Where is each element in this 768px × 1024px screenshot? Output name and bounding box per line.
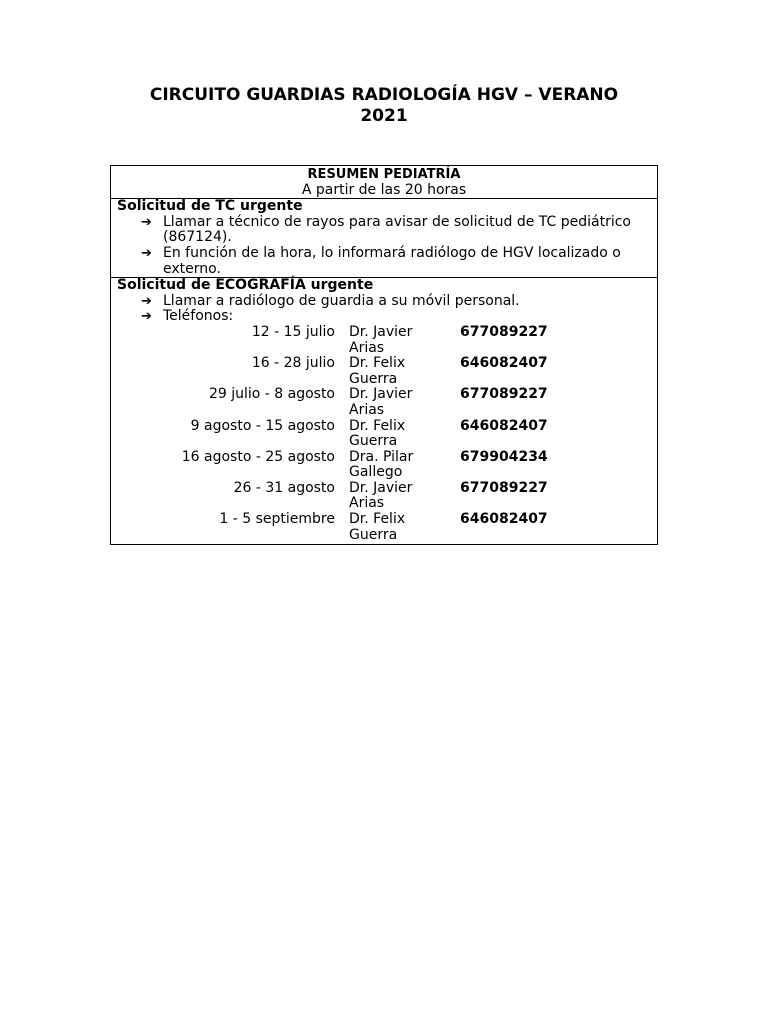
bullet-text: Llamar a técnico de rayos para avisar de solicitud de TC pediátrico (867124). [163,213,631,246]
schedule-dates: 29 julio - 8 agosto [208,386,335,403]
schedule-phone: 646082407 [460,355,548,372]
table-header-title: RESUMEN PEDIATRÍA [307,167,461,182]
table-row [117,481,651,512]
bullet-text: Teléfonos: [163,308,234,325]
schedule-dates: 1 - 5 septiembre [219,511,335,528]
list-item [117,309,651,325]
table-row [117,450,651,481]
table-row [117,356,651,387]
schedule-doctor: Dr. Javier Arias [349,479,413,512]
schedule-doctor: Dr. Javier Arias [349,386,413,418]
table-row [117,325,651,356]
schedule-doctor: Dra. Pilar Gallego [349,448,414,481]
schedule-doctor: Dr. Felix Guerra [349,511,406,543]
on-call-schedule [117,325,651,544]
arrow-right-icon: ➔ [141,214,152,230]
schedule-dates: 16 - 28 julio [251,355,335,372]
schedule-dates: 12 - 15 julio [251,323,335,340]
list-item [117,215,651,246]
bullet-text: Llamar a radiólogo de guardia a su móvil personal. [163,292,520,309]
tc-section [111,199,657,278]
document-title [110,85,658,127]
eco-section [111,278,657,544]
schedule-phone: 677089227 [460,386,548,403]
document-title-line2: 2021 [360,106,408,126]
table-row [117,387,651,418]
schedule-doctor: Dr. Javier Arias [349,323,413,356]
schedule-doctor: Dr. Felix Guerra [349,355,406,387]
list-item [117,246,651,277]
table-row [117,512,651,543]
schedule-dates: 9 agosto - 15 agosto [190,417,335,434]
arrow-right-icon: ➔ [141,309,152,325]
schedule-phone: 646082407 [460,511,548,528]
schedule-dates: 16 agosto - 25 agosto [181,448,335,465]
eco-section-title: Solicitud de ECOGRAFÍA urgente [117,277,374,294]
tc-section-title: Solicitud de TC urgente [117,198,303,215]
table-row [117,419,651,450]
bullet-text: En función de la hora, lo informará radiólogo de HGV localizado o externo. [163,244,621,277]
schedule-phone: 679904234 [460,448,548,465]
table-header-row [111,166,657,199]
schedule-doctor: Dr. Felix Guerra [349,417,406,450]
schedule-phone: 677089227 [460,479,548,496]
schedule-dates: 26 - 31 agosto [233,479,335,496]
summary-table [110,165,658,545]
list-item [117,294,651,310]
schedule-phone: 646082407 [460,417,548,434]
schedule-phone: 677089227 [460,323,548,340]
arrow-right-icon: ➔ [141,293,152,309]
arrow-right-icon: ➔ [141,245,152,261]
document-title-line1: CIRCUITO GUARDIAS RADIOLOGÍA HGV – VERANO [149,85,619,105]
table-header-subtitle: A partir de las 20 horas [301,181,467,198]
